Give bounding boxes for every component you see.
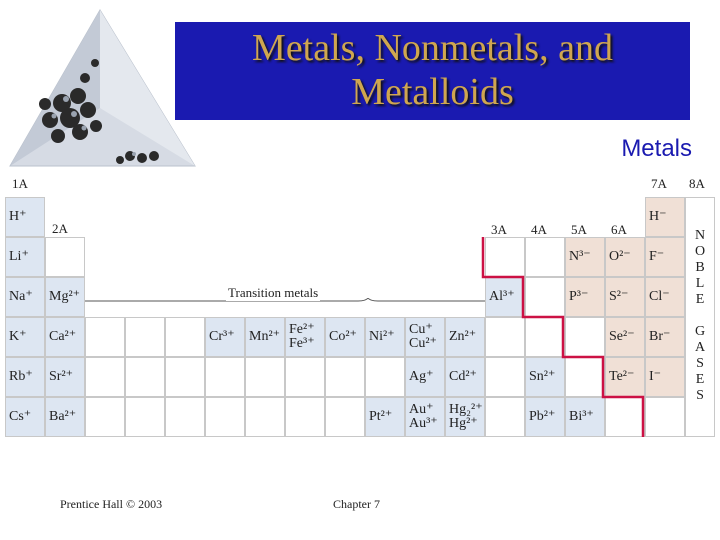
ion-sr: Sr²⁺ bbox=[49, 369, 74, 384]
ion-al: Al³⁺ bbox=[489, 289, 515, 304]
ion-cr: Cr³⁺ bbox=[209, 329, 235, 344]
ion-au-1: Au⁺ bbox=[409, 402, 434, 417]
group-label-1A: 1A bbox=[12, 176, 28, 191]
ion-pt: Pt²⁺ bbox=[369, 409, 393, 424]
noble-letter-2: O bbox=[694, 244, 706, 259]
ion-ca: Ca²⁺ bbox=[49, 329, 77, 344]
group-label-4A: 4A bbox=[531, 222, 547, 237]
ion-p: P³⁻ bbox=[569, 289, 589, 304]
ion-ni: Ni²⁺ bbox=[369, 329, 395, 344]
ion-sn: Sn²⁺ bbox=[529, 369, 556, 384]
ion-se: Se²⁻ bbox=[609, 329, 635, 344]
ion-bi: Bi³⁺ bbox=[569, 409, 594, 424]
ion-cd: Cd²⁺ bbox=[449, 369, 477, 384]
ion-o: O²⁻ bbox=[609, 249, 631, 264]
ion-cs: Cs⁺ bbox=[9, 409, 32, 424]
noble-letter-7: A bbox=[694, 340, 706, 355]
ion-fe-3: Fe³⁺ bbox=[289, 336, 315, 351]
ion-hg-2: Hg²⁺ bbox=[449, 416, 478, 431]
noble-letter-5: E bbox=[695, 292, 705, 307]
ion-cu-1: Cu⁺ bbox=[409, 322, 433, 337]
ion-mn: Mn²⁺ bbox=[249, 329, 281, 344]
group-label-3A: 3A bbox=[491, 222, 507, 237]
ion-li: Li⁺ bbox=[9, 249, 29, 264]
ion-zn: Zn²⁺ bbox=[449, 329, 477, 344]
ion-fe-2: Fe²⁺ bbox=[289, 322, 315, 337]
noble-letter-10: S bbox=[696, 388, 704, 403]
footer-copyright: Prentice Hall © 2003 bbox=[60, 497, 163, 511]
noble-letter-8: S bbox=[696, 356, 704, 371]
noble-letter-6: G bbox=[694, 324, 706, 339]
ion-f: F⁻ bbox=[649, 249, 665, 264]
ion-na: Na⁺ bbox=[9, 289, 33, 304]
ion-br: Br⁻ bbox=[649, 329, 671, 344]
ion-ag: Ag⁺ bbox=[409, 369, 434, 384]
group-label-8A: 8A bbox=[689, 176, 705, 191]
ion-mg: Mg²⁺ bbox=[49, 289, 81, 304]
group-label-5A: 5A bbox=[571, 222, 587, 237]
transition-metals-label: Transition metals bbox=[228, 285, 319, 300]
ion-h-plus: H⁺ bbox=[9, 209, 27, 224]
footer-chapter: Chapter 7 bbox=[333, 497, 380, 511]
ion-cl: Cl⁻ bbox=[649, 289, 670, 304]
ion-rb: Rb⁺ bbox=[9, 369, 33, 384]
ion-s: S²⁻ bbox=[609, 289, 629, 304]
ion-h-minus: H⁻ bbox=[649, 209, 667, 224]
ion-hg-2-2: Hg₂²⁺ bbox=[449, 402, 483, 417]
group-label-2A: 2A bbox=[52, 221, 68, 236]
group-label-6A: 6A bbox=[611, 222, 627, 237]
ion-n: N³⁻ bbox=[569, 249, 591, 264]
noble-letter-4: L bbox=[695, 276, 705, 291]
ion-k: K⁺ bbox=[9, 329, 27, 344]
ion-i: I⁻ bbox=[649, 369, 662, 384]
noble-letter-1: N bbox=[694, 228, 706, 243]
ion-pb: Pb²⁺ bbox=[529, 409, 556, 424]
page-title: Metals, Nonmetals, and Metalloids bbox=[252, 27, 613, 113]
ion-co: Co²⁺ bbox=[329, 329, 357, 344]
ion-te: Te²⁻ bbox=[609, 369, 635, 384]
noble-letter-9: E bbox=[695, 372, 705, 387]
group-label-7A: 7A bbox=[651, 176, 667, 191]
ion-au-3: Au³⁺ bbox=[409, 416, 438, 431]
ion-ba: Ba²⁺ bbox=[49, 409, 77, 424]
subtitle: Metals bbox=[621, 135, 692, 162]
ion-cu-2: Cu²⁺ bbox=[409, 336, 437, 351]
noble-letter-3: B bbox=[695, 260, 705, 275]
